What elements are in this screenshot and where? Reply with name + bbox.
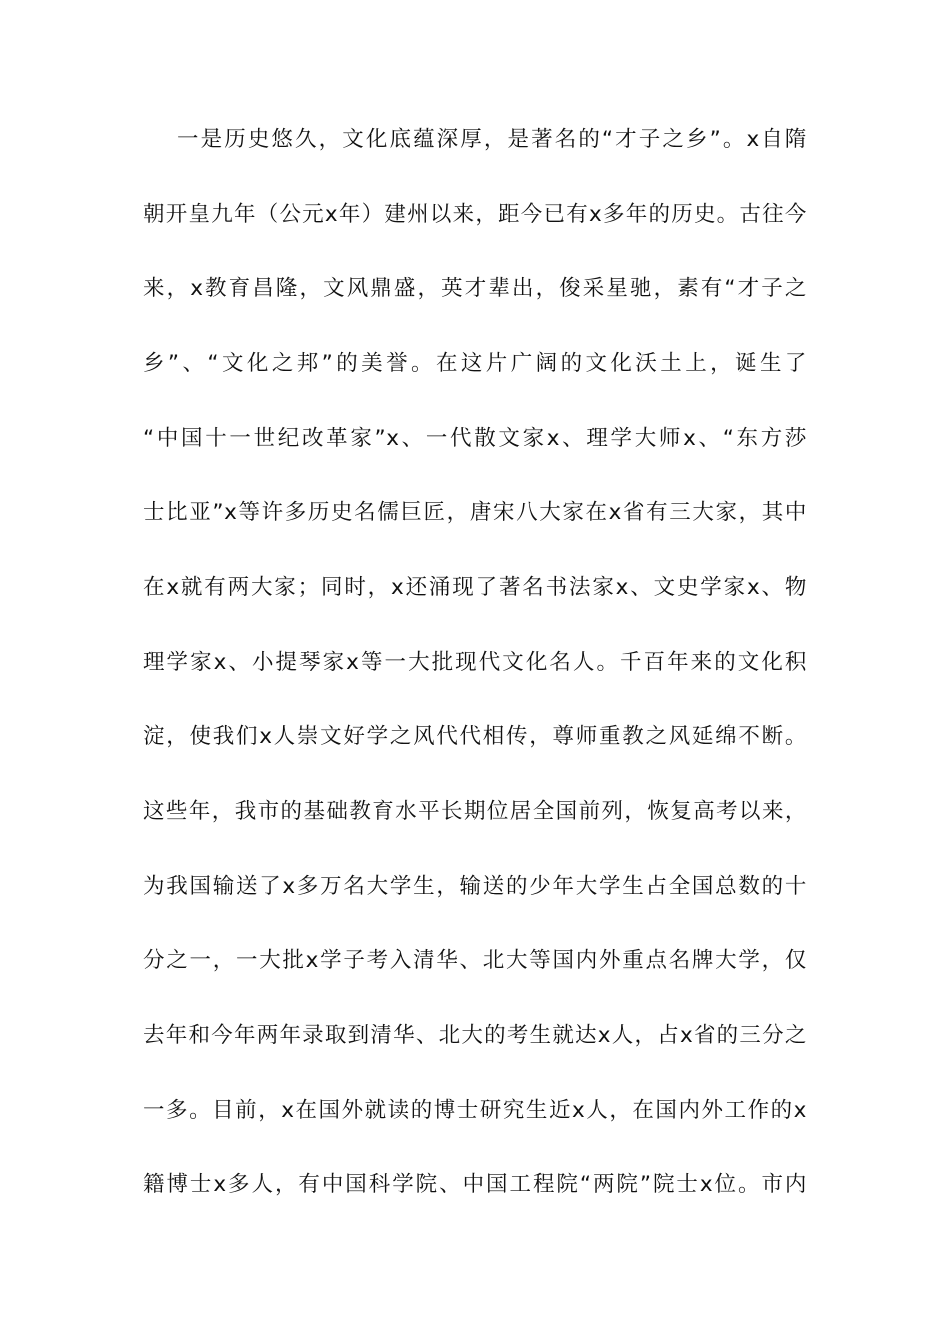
text-line-6: 士比亚”x等许多历史名儒巨匠，唐宋八大家在x省有三大家，其中 [143,500,807,525]
text-line-13: 去年和今年两年录取到清华、北大的考生就达x人，占x省的三分之 [143,1023,807,1048]
text-line-2: 朝开皇九年（公元x年）建州以来，距今已有x多年的历史。古往今 [143,202,807,227]
text-line-4: 乡”、“文化之邦”的美誉。在这片广阔的文化沃土上，诞生了 [143,351,807,376]
text-line-12: 分之一，一大批x学子考入清华、北大等国内外重点名牌大学，仅 [143,948,807,973]
text-line-14: 一多。目前，x在国外就读的博士研究生近x人，在国内外工作的x [143,1098,807,1123]
text-line-10: 这些年，我市的基础教育水平长期位居全国前列，恢复高考以来， [143,799,807,824]
text-line-15: 籍博士x多人，有中国科学院、中国工程院“两院”院士x位。市内 [143,1172,807,1197]
text-line-3: 来，x教育昌隆，文风鼎盛，英才辈出，俊采星驰，素有“才子之 [143,276,807,301]
text-line-1: 一是历史悠久，文化底蕴深厚，是著名的“才子之乡”。x自隋 [177,127,807,152]
text-line-8: 理学家x、小提琴家x等一大批现代文化名人。千百年来的文化积 [143,650,807,675]
text-line-11: 为我国输送了x多万名大学生，输送的少年大学生占全国总数的十 [143,874,807,899]
text-line-7: 在x就有两大家；同时，x还涌现了著名书法家x、文史学家x、物 [143,575,807,600]
text-line-5: “中国十一世纪改革家”x、一代散文家x、理学大师x、“东方莎 [143,426,807,451]
text-line-9: 淀，使我们x人崇文好学之风代代相传，尊师重教之风延绵不断。 [143,724,807,749]
